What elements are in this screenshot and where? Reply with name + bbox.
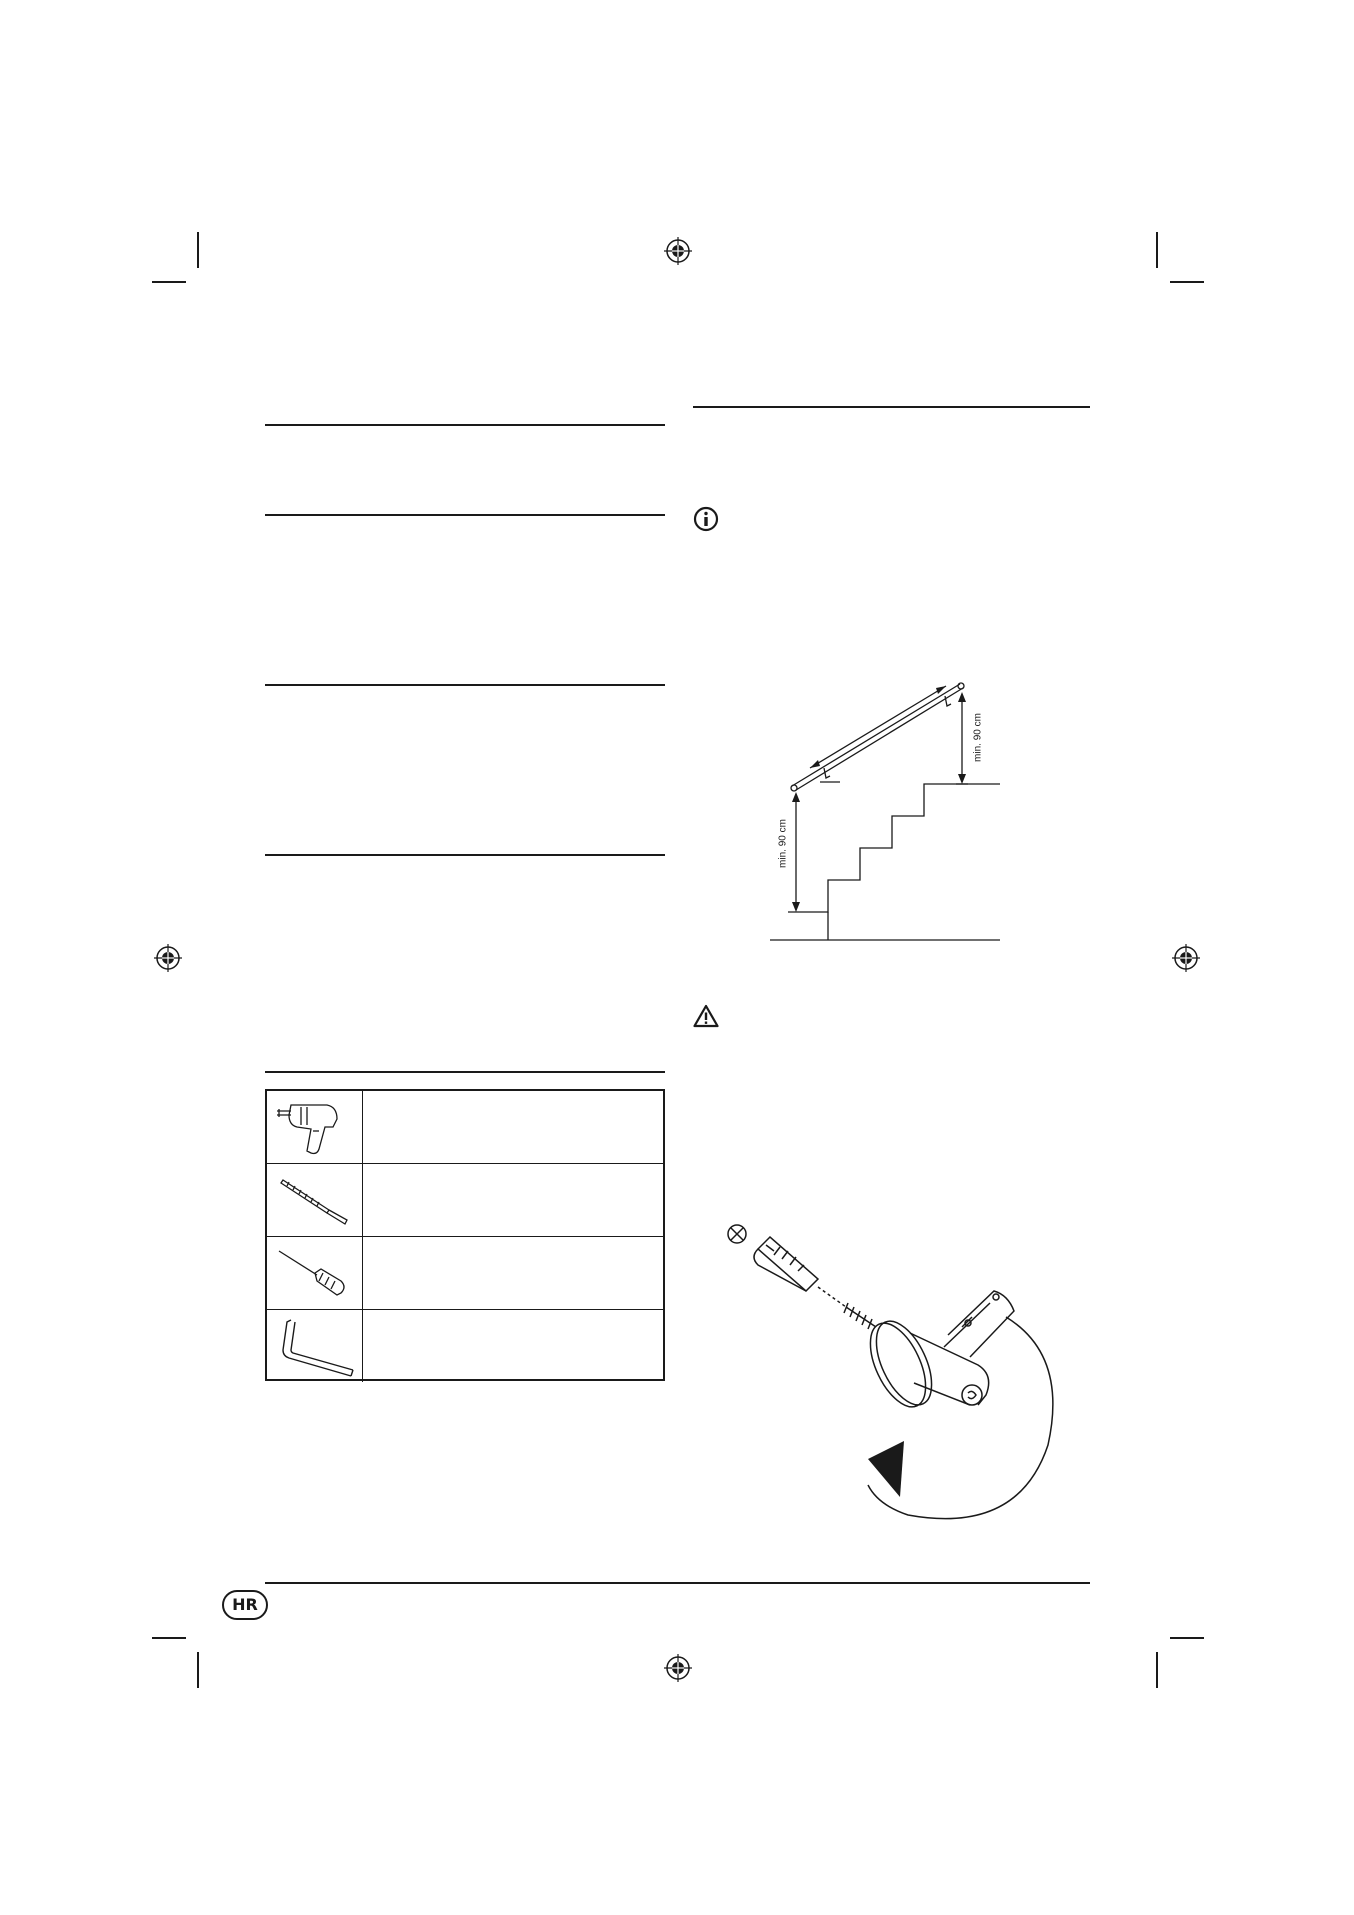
tool-row	[267, 1310, 663, 1382]
allen-key-icon	[267, 1310, 363, 1382]
section-divider	[693, 406, 1090, 408]
crop-mark	[152, 281, 186, 283]
crop-mark	[1170, 1637, 1204, 1639]
crop-mark	[1170, 281, 1204, 283]
drill-icon	[267, 1091, 363, 1163]
stair-height-diagram	[770, 672, 1010, 944]
crop-mark	[1156, 232, 1158, 268]
registration-mark-icon	[154, 944, 182, 972]
screwdriver-icon	[267, 1237, 363, 1309]
bracket-assembly-diagram	[718, 1215, 1068, 1537]
tool-row	[267, 1237, 663, 1310]
section-divider	[265, 514, 665, 516]
section-divider	[265, 854, 665, 856]
registration-mark-icon	[664, 237, 692, 265]
language-badge: HR	[222, 1590, 268, 1620]
tool-row	[267, 1164, 663, 1237]
height-label: min. 90 cm	[972, 713, 984, 762]
registration-mark-icon	[1172, 944, 1200, 972]
tool-row	[267, 1091, 663, 1164]
registration-mark-icon	[664, 1654, 692, 1682]
crop-mark	[152, 1637, 186, 1639]
crop-mark	[197, 1652, 199, 1688]
section-divider	[265, 684, 665, 686]
drill-bit-icon	[267, 1164, 363, 1236]
section-divider	[265, 424, 665, 426]
info-icon	[693, 506, 719, 537]
footer-divider	[265, 1582, 1090, 1584]
section-divider	[265, 1071, 665, 1073]
crop-mark	[197, 232, 199, 268]
warning-icon	[693, 1004, 719, 1033]
tools-table	[265, 1089, 665, 1381]
height-label: min. 90 cm	[777, 819, 789, 868]
crop-mark	[1156, 1652, 1158, 1688]
